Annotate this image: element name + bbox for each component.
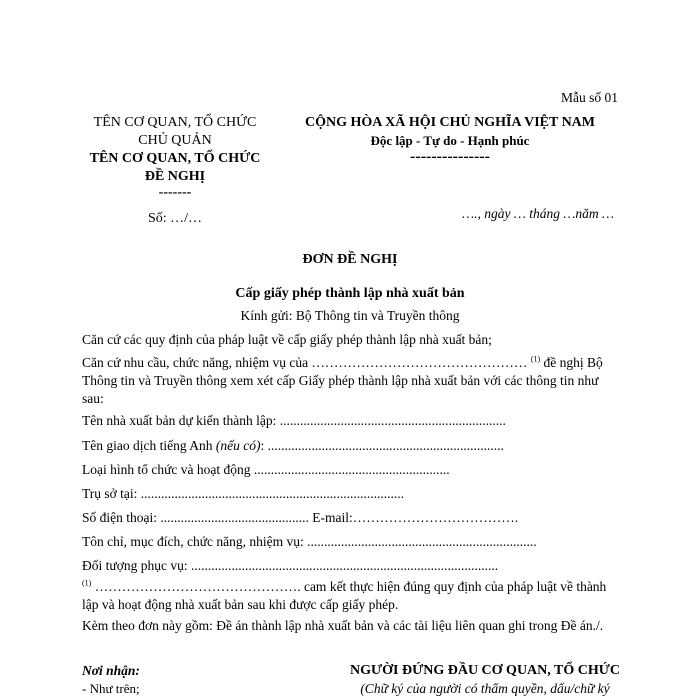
legal-basis-2-part2: đề nghị Bộ: [540, 355, 603, 370]
field-purpose: Tôn chỉ, mục đích, chức năng, nhiệm vụ: ....................................................................: [82, 534, 537, 549]
requesting-agency-line1: TÊN CƠ QUAN, TỔ CHỨC: [89, 151, 261, 166]
legal-basis-2-line2: Thông tin và Truyền thông xem xét cấp Giấy phép thành lập nhà xuất bản với các thông tin như: [82, 373, 599, 388]
field-english-name: [82, 437, 504, 455]
field-audience: Đối tượng phục vụ: ...........................................................................................: [82, 558, 499, 573]
national-motto: Độc lập - Tự do - Hạnh phúc: [370, 133, 530, 148]
attachment-note: Kèm theo đơn này gồm: Đề án thành lập nhà xuất bản và các tài liệu liên quan ghi trong Đề án./.: [82, 618, 604, 633]
footnote-ref-commitment: (1): [82, 578, 92, 588]
field-publisher-name: Tên nhà xuất bản dự kiến thành lập: ...................................................................: [82, 413, 506, 428]
recipient-line: Kính gửi: Bộ Thông tin và Truyền thông: [240, 308, 460, 323]
field-organization-type: Loại hình tổ chức và hoạt động ..........................................................: [82, 462, 450, 477]
legal-basis-1: Căn cứ các quy định của pháp luật về cấp giấy phép thành lập nhà xuất bản;: [82, 332, 492, 347]
header-right-divider: ---------------: [410, 148, 490, 165]
field-phone-email: Số điện thoại: ............................................ E-mail:……………………………….: [82, 510, 519, 525]
republic-title: CỘNG HÒA XÃ HỘI CHỦ NGHĨA VIỆT NAM: [304, 115, 595, 130]
commitment-line1: ………………………………………. cam kết thực hiện đúng quy định của pháp luật về thành: [91, 579, 607, 594]
signer-title: NGƯỜI ĐỨNG ĐẦU CƠ QUAN, TỔ CHỨC: [349, 663, 620, 678]
legal-basis-2-part1: Căn cứ nhu cầu, chức năng, nhiệm vụ của …………………………………………: [82, 355, 531, 370]
commitment-line2: lập và hoạt động nhà xuất bản sau khi được cấp giấy phép.: [82, 597, 399, 612]
field-headquarters: Trụ sở tại: ..............................................................................: [82, 486, 405, 501]
recipients-item: - Như trên;: [82, 681, 140, 696]
form-number: Mẫu số 01: [561, 90, 618, 105]
commitment: [82, 578, 622, 614]
parent-agency-line2: CHỦ QUẢN: [138, 133, 212, 148]
legal-basis-2: [82, 354, 622, 408]
date-line: …., ngày … tháng …năm …: [462, 206, 614, 221]
document-title: ĐƠN ĐỀ NGHỊ: [302, 252, 398, 267]
document-subtitle: Cấp giấy phép thành lập nhà xuất bản: [235, 286, 465, 301]
header-left-divider: -------: [158, 185, 192, 200]
field-english-name-note: (nếu có): [215, 438, 261, 453]
parent-agency-line1: TÊN CƠ QUAN, TỔ CHỨC: [93, 115, 257, 130]
requesting-agency-line2: ĐỀ NGHỊ: [144, 169, 206, 184]
field-english-name-label: Tên giao dịch tiếng Anh: [82, 438, 216, 453]
field-english-name-dots: : ......................................................................: [260, 438, 504, 453]
recipients-label: Nơi nhận:: [82, 663, 140, 678]
footnote-ref-1: (1): [530, 354, 541, 364]
header-right: [300, 114, 600, 164]
signer-note: (Chữ ký của người có thẩm quyền, dấu/chữ ký: [360, 681, 610, 696]
legal-basis-2-line3: sau:: [82, 391, 104, 406]
document-number: Số: …/…: [147, 211, 203, 226]
header-left: [60, 114, 290, 228]
